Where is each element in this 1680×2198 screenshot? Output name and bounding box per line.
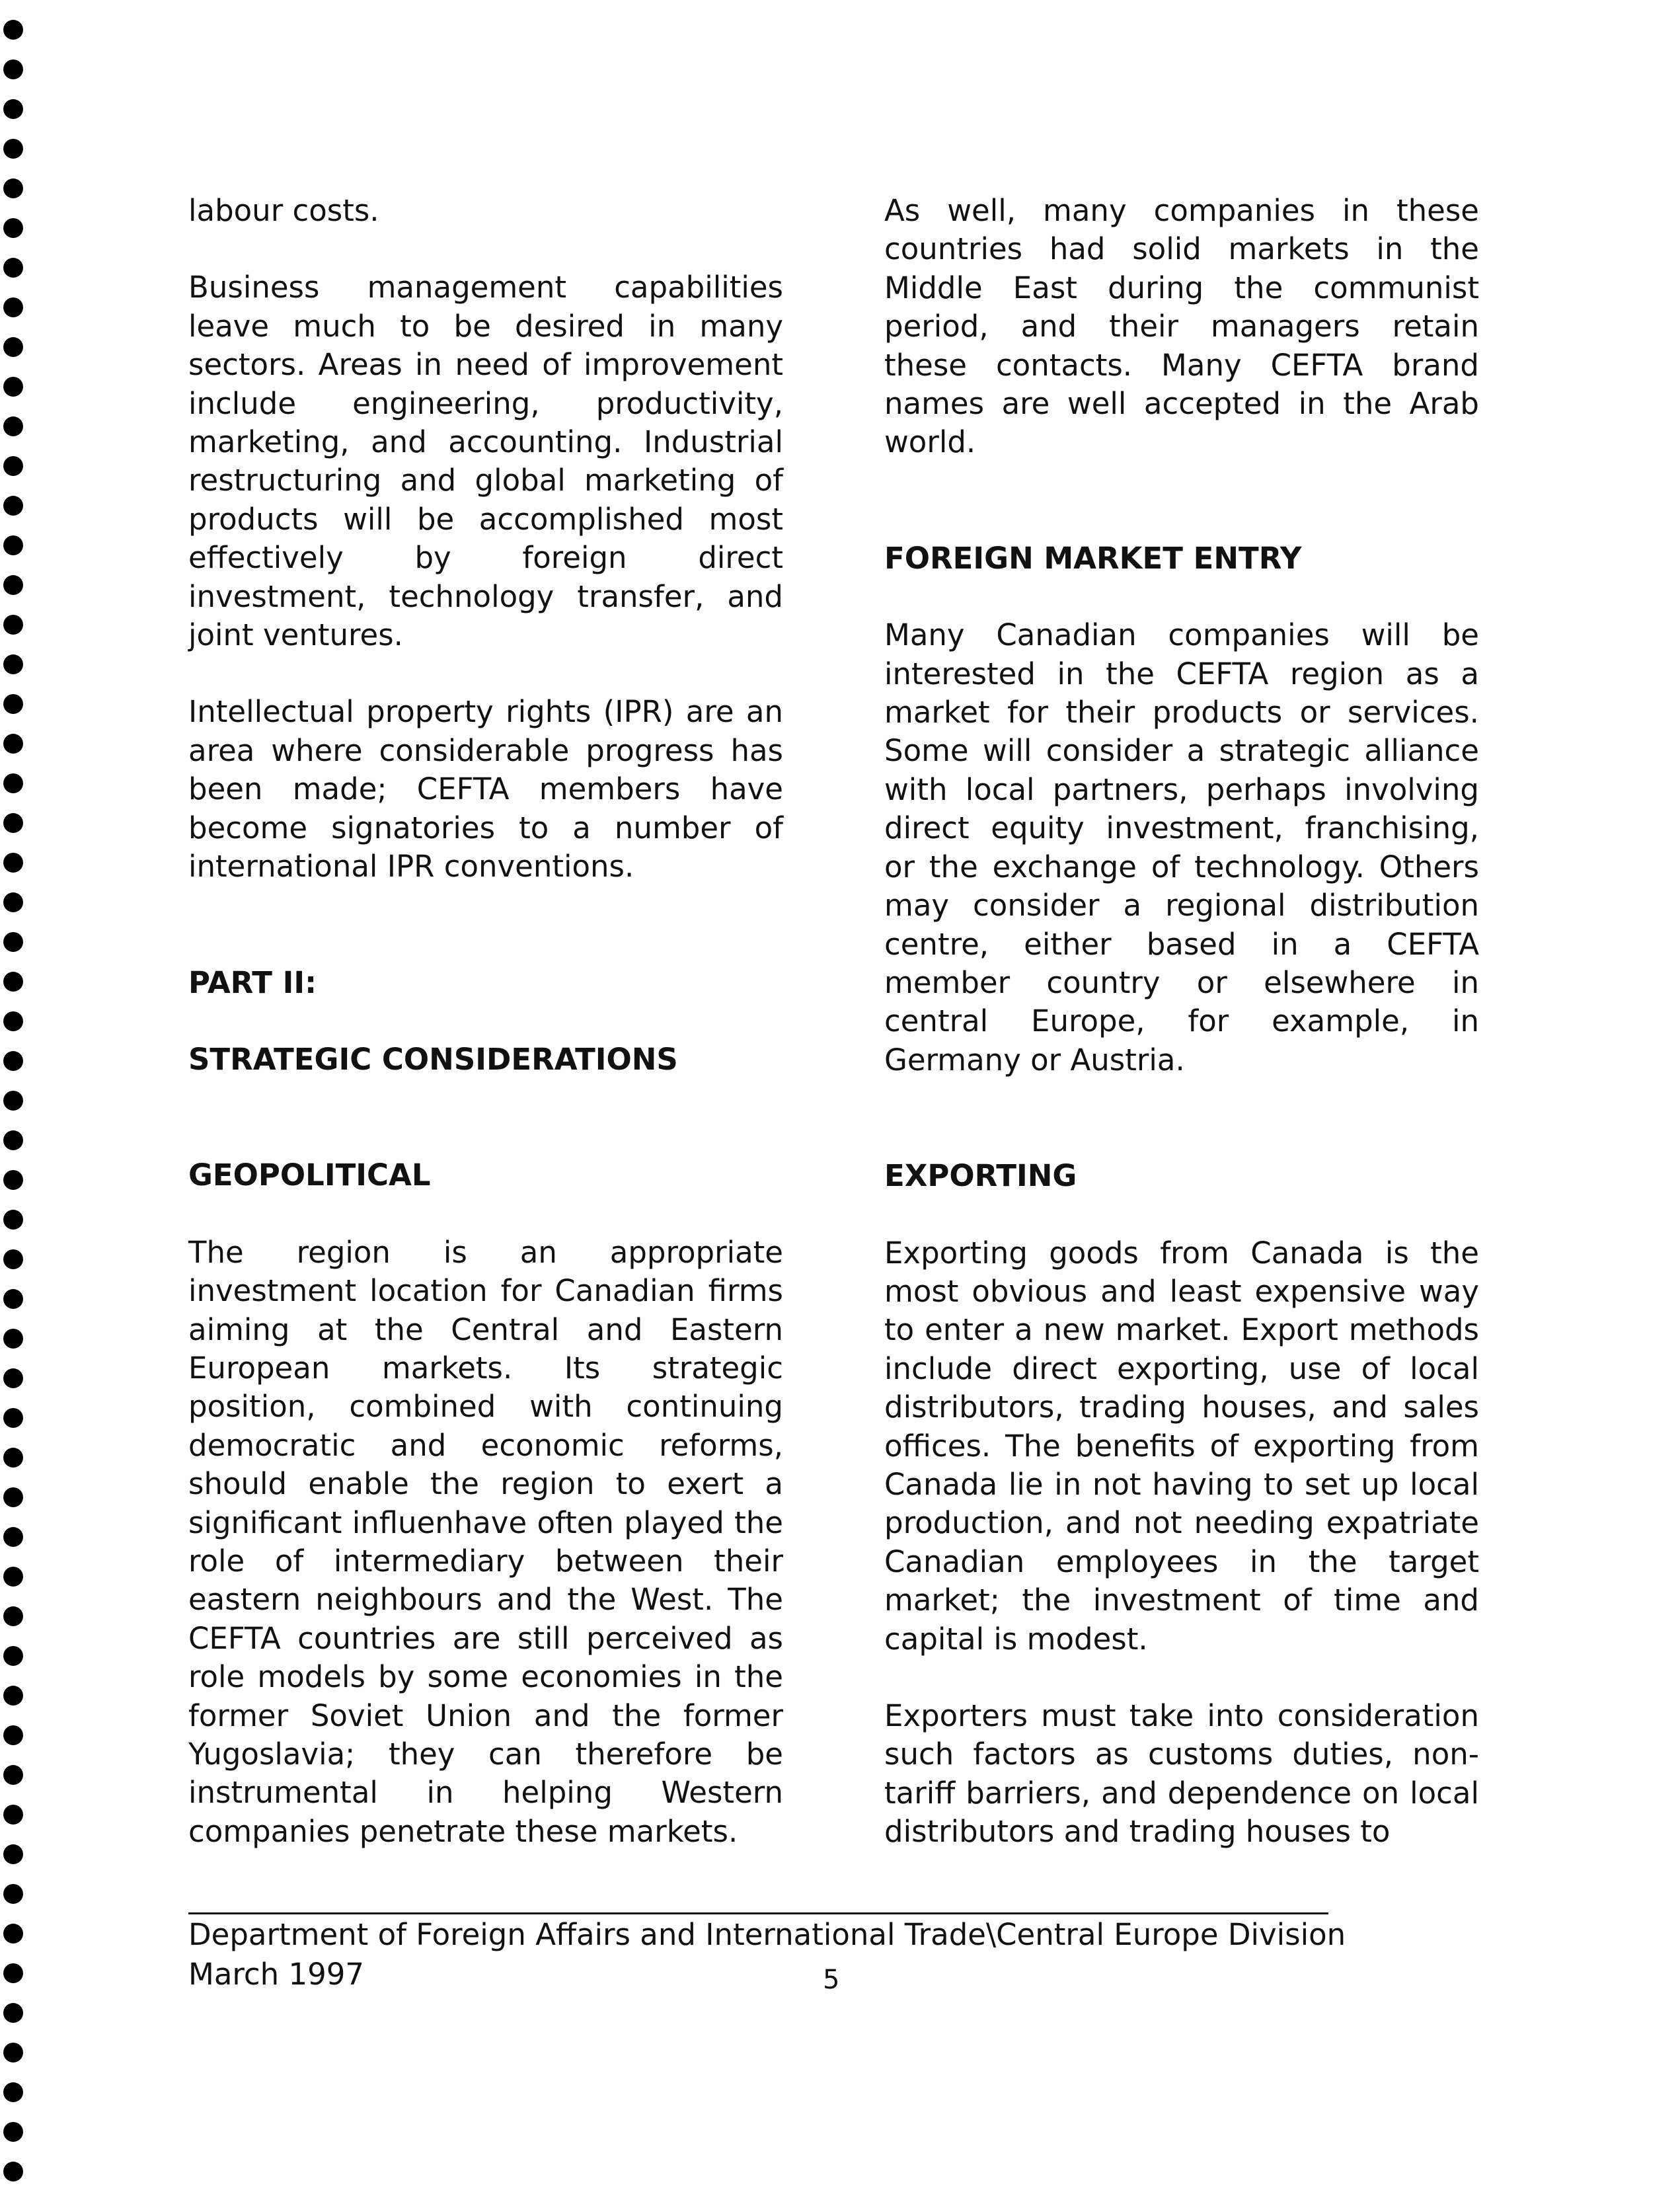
paragraph-geopolitical: The region is an appropriate investment location for Canadian firms aiming at the Central and Eastern European markets. Its strategic position, combined with continuing democratic and economic reforms, should enable the region to exert a significant influenhave often played the role of intermediary between their eastern neighbours and the West. The CEFTA countries are still perceived as role models by some economies in the former Soviet Union and the former Yugoslavia; they can therefore be instrumental in helping Western companies penetrate these markets. <box>188 1234 783 1849</box>
binding-hole <box>3 2082 23 2102</box>
binding-hole <box>3 1249 23 1269</box>
strategic-considerations-heading: STRATEGIC CONSIDERATIONS <box>188 1041 678 1077</box>
binding-hole <box>3 377 23 397</box>
binding-hole <box>3 416 23 436</box>
binding-hole <box>3 773 23 793</box>
binding-hole <box>3 178 23 198</box>
paragraph-foreign-market-entry: Many Canadian companies will be interested in the CEFTA region as a market for their products or services. Some will consider a strategic alliance with local partners, perhaps involving direct equity investment, franchising, or the exchange of technology. Others may consider a regional distribution centre, either based in a CEFTA member country or elsewhere in central Europe, for example, in Germany or Austria. <box>884 617 1479 1078</box>
binding-hole <box>3 99 23 119</box>
footer-rule <box>188 1912 1328 1914</box>
binding-hole <box>3 2043 23 2062</box>
binding-hole <box>3 932 23 952</box>
binding-hole <box>3 258 23 278</box>
binding-hole <box>3 1210 23 1230</box>
binding-hole <box>3 139 23 159</box>
exporting-heading: EXPORTING <box>884 1158 1077 1194</box>
binding-hole <box>3 496 23 516</box>
binding-hole <box>3 1844 23 1864</box>
binding-hole <box>3 853 23 873</box>
binding-hole <box>3 297 23 317</box>
binding-hole <box>3 694 23 714</box>
binding-hole <box>3 1408 23 1428</box>
binding-hole <box>3 1487 23 1507</box>
binding-hole <box>3 1963 23 1983</box>
paragraph-exporters: Exporters must take into consideration such factors as customs duties, non-tariff barriers, and dependence on local distributors and trading houses to <box>884 1698 1479 1850</box>
binding-holes <box>0 20 26 2181</box>
binding-hole <box>3 2003 23 2023</box>
binding-hole <box>3 654 23 674</box>
paragraph-labour-costs: labour costs. <box>188 193 379 228</box>
paragraph-business-management: Business management capabilities leave much to be desired in many sectors. Areas in need of improvement include engineering, productivity, marketing, and accounting. Industrial restructuring and global marketing of products will be accomplished most effectively by foreign direct investment, technology transfer, and joint ventures. <box>188 270 783 653</box>
binding-hole <box>3 734 23 754</box>
binding-hole <box>3 892 23 912</box>
binding-hole <box>3 20 23 40</box>
binding-hole <box>3 1329 23 1349</box>
left-column <box>188 192 783 1851</box>
binding-hole <box>3 1368 23 1388</box>
page-number: 5 <box>823 1965 840 1995</box>
binding-hole <box>3 1765 23 1785</box>
paragraph-exporting: Exporting goods from Canada is the most obvious and least expensive way to enter a new market. Export methods include direct exporting, use of local distributors, trading houses, and sales offices. The benefits of exporting from Canada lie in not having to set up local production, and not needing expatriate Canadian employees in the target market; the investment of time and capital is modest. <box>884 1235 1479 1657</box>
paragraph-middle-east: As well, many companies in these countries had solid markets in the Middle East during the communist period, and their managers retain these contacts. Many CEFTA brand names are well accepted in the Arab world. <box>884 193 1479 460</box>
binding-hole <box>3 813 23 833</box>
binding-hole <box>3 615 23 635</box>
binding-hole <box>3 59 23 79</box>
binding-hole <box>3 1725 23 1745</box>
footer-department: Department of Foreign Affairs and International Trade\Central Europe Division <box>188 1917 1346 1952</box>
binding-hole <box>3 1805 23 1825</box>
binding-hole <box>3 456 23 476</box>
binding-hole <box>3 1567 23 1587</box>
binding-hole <box>3 535 23 555</box>
paragraph-ipr: Intellectual property rights (IPR) are an area where considerable progress has been made; CEFTA members have become signatories to a number of international IPR conventions. <box>188 694 783 884</box>
right-column <box>884 192 1479 1852</box>
binding-hole <box>3 1011 23 1031</box>
binding-hole <box>3 1051 23 1071</box>
binding-hole <box>3 1448 23 1468</box>
binding-hole <box>3 1924 23 1943</box>
footer-date: March 1997 <box>188 1957 365 1992</box>
binding-hole <box>3 218 23 238</box>
binding-hole <box>3 337 23 357</box>
binding-hole <box>3 972 23 992</box>
binding-hole <box>3 2162 23 2181</box>
binding-hole <box>3 2122 23 2142</box>
binding-hole <box>3 575 23 595</box>
foreign-market-entry-heading: FOREIGN MARKET ENTRY <box>884 540 1302 576</box>
binding-hole <box>3 1606 23 1626</box>
binding-hole <box>3 1130 23 1150</box>
binding-hole <box>3 1091 23 1111</box>
geopolitical-heading: GEOPOLITICAL <box>188 1158 431 1193</box>
binding-hole <box>3 1170 23 1190</box>
part-heading: PART II: <box>188 964 317 1000</box>
binding-hole <box>3 1289 23 1309</box>
binding-hole <box>3 1527 23 1547</box>
binding-hole <box>3 1686 23 1706</box>
binding-hole <box>3 1884 23 1904</box>
binding-hole <box>3 1646 23 1666</box>
